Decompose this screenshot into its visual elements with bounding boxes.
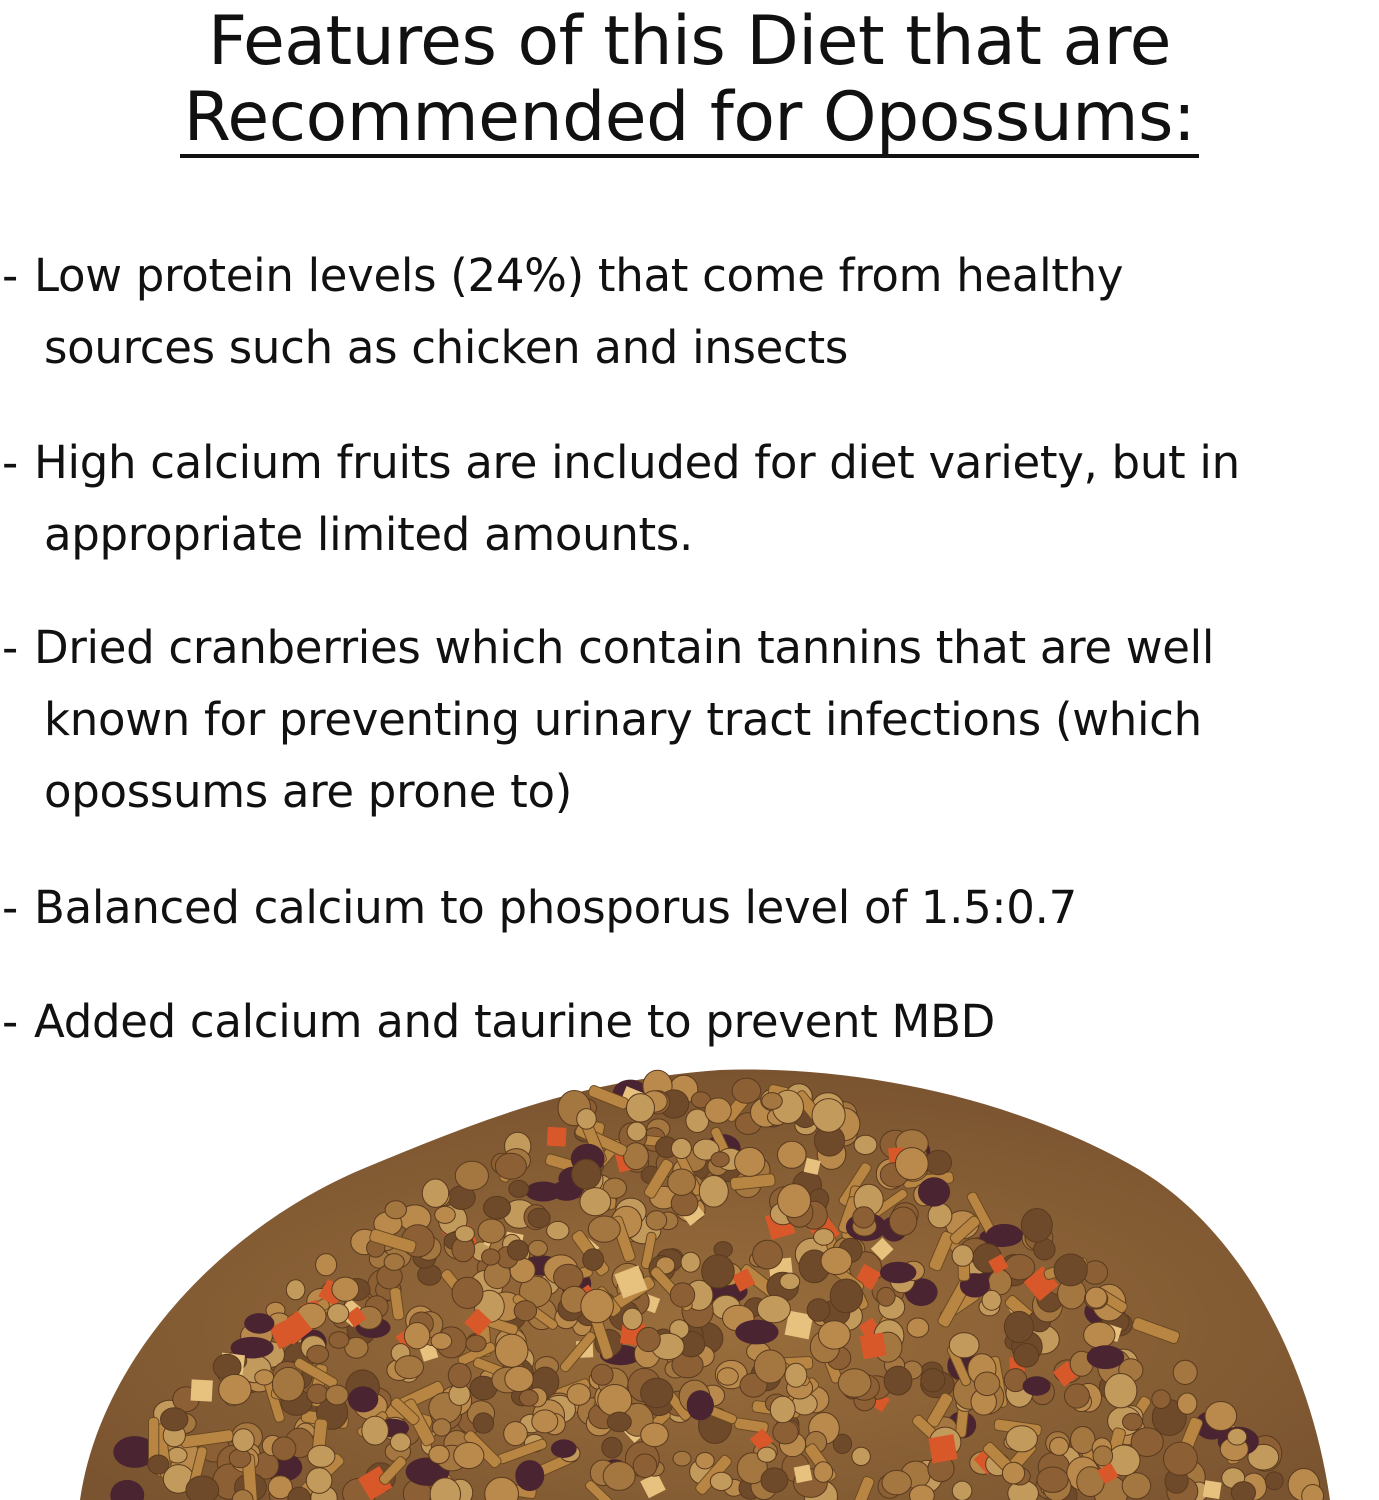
pellet <box>770 1396 795 1422</box>
feature-item-cranberries <box>0 612 1379 828</box>
feature-line: appropriate limited amounts. <box>44 508 694 561</box>
pellet <box>307 1384 328 1403</box>
pellet <box>1122 1473 1150 1499</box>
pellet <box>778 1141 807 1168</box>
pellet <box>854 1135 877 1154</box>
pellet <box>711 1152 729 1167</box>
cranberry <box>735 1320 778 1345</box>
pellet <box>732 1078 761 1103</box>
pellet <box>785 1363 807 1387</box>
pellet <box>454 1442 484 1468</box>
pellet <box>1004 1311 1033 1342</box>
food-mix-photo <box>60 1060 1360 1500</box>
pellet <box>495 1334 528 1367</box>
fruit-piece <box>1203 1480 1222 1499</box>
pellet <box>1085 1287 1107 1308</box>
feature-dash: - <box>2 995 18 1048</box>
pellet <box>705 1098 731 1123</box>
pellet <box>1104 1374 1137 1408</box>
pellet <box>1002 1462 1024 1484</box>
pellet <box>641 1378 673 1408</box>
pellet <box>974 1372 999 1396</box>
cranberry <box>1087 1345 1125 1369</box>
pellet <box>448 1363 471 1387</box>
pellet <box>567 1384 590 1406</box>
fruit-piece <box>794 1464 813 1483</box>
pellet <box>668 1169 696 1195</box>
pellet <box>455 1226 474 1242</box>
fruit-piece <box>547 1127 567 1147</box>
pellet <box>735 1147 765 1176</box>
feature-line: known for preventing urinary tract infections (which <box>44 693 1202 746</box>
pellet <box>1265 1472 1283 1490</box>
pellet <box>699 1176 728 1208</box>
pellet <box>504 1422 528 1446</box>
pellet <box>1021 1209 1052 1243</box>
pellet <box>641 1423 669 1447</box>
pellet <box>821 1247 852 1274</box>
pellet <box>778 1184 811 1218</box>
pellet <box>528 1208 550 1228</box>
pellet <box>710 1472 732 1490</box>
pellet <box>362 1416 389 1445</box>
pellet <box>286 1280 305 1300</box>
pellet <box>326 1385 348 1405</box>
pellet <box>432 1419 450 1436</box>
pellet <box>509 1180 529 1197</box>
cranberry <box>348 1386 378 1412</box>
fruit-piece <box>928 1434 957 1463</box>
pellet <box>1071 1427 1096 1454</box>
pellet <box>431 1333 452 1350</box>
pellet <box>949 1333 979 1358</box>
cranberry <box>515 1460 544 1491</box>
pellet <box>272 1367 304 1401</box>
feature-line: sources such as chicken and insects <box>44 321 848 374</box>
pellet <box>780 1273 800 1290</box>
pellet <box>528 1240 547 1256</box>
pellet <box>819 1321 851 1349</box>
feature-dash: - <box>2 249 18 302</box>
pellet <box>1178 1393 1197 1414</box>
pellet <box>889 1207 916 1235</box>
pellet <box>1152 1390 1171 1409</box>
cranberry <box>687 1390 714 1420</box>
pellet <box>429 1445 449 1463</box>
pellet <box>1231 1482 1255 1500</box>
pellet <box>308 1445 335 1467</box>
pellet <box>435 1206 456 1223</box>
cranberry <box>986 1224 1023 1247</box>
pellet <box>753 1240 783 1269</box>
pellet <box>508 1240 529 1260</box>
pellet <box>681 1252 700 1272</box>
feature-line: opossums are prone to) <box>44 765 572 818</box>
pellet <box>925 1150 951 1174</box>
pellet <box>1084 1322 1115 1348</box>
cranberry <box>918 1177 950 1206</box>
pellet <box>952 1245 973 1266</box>
pellet <box>627 1094 655 1122</box>
feature-item-protein <box>0 240 1379 384</box>
pellet <box>219 1374 251 1404</box>
pellet <box>519 1390 538 1406</box>
pellet <box>385 1201 406 1219</box>
pellet <box>233 1429 255 1452</box>
pellet <box>329 1332 349 1349</box>
cranberry <box>244 1313 274 1334</box>
cranberry <box>551 1439 577 1458</box>
feature-line: Dried cranberries which contain tannins that are well <box>34 621 1215 674</box>
pellet <box>773 1421 798 1444</box>
pellet <box>762 1093 783 1110</box>
pellet <box>758 1447 777 1462</box>
pellet <box>588 1216 620 1242</box>
pellet <box>532 1410 558 1433</box>
pellet <box>602 1437 622 1458</box>
pellet <box>671 1138 691 1158</box>
pellet <box>877 1287 895 1306</box>
pellet <box>581 1289 614 1323</box>
pellet <box>482 1249 500 1265</box>
pellet <box>1037 1467 1068 1492</box>
pellet <box>316 1254 337 1276</box>
pellet <box>637 1327 661 1351</box>
cranberry <box>1023 1376 1051 1396</box>
pellet <box>884 1366 912 1395</box>
pellet <box>1205 1402 1237 1431</box>
pellet <box>814 1462 833 1483</box>
feature-item-calcium-fruits <box>0 427 1379 571</box>
pellet <box>272 1437 296 1461</box>
pellet <box>1054 1254 1087 1286</box>
pellet <box>1164 1442 1198 1475</box>
pellet <box>812 1099 845 1133</box>
pellet <box>148 1455 169 1474</box>
pellet <box>633 1454 657 1478</box>
feature-line: High calcium fruits are included for diet variety, but in <box>34 436 1240 489</box>
pellet <box>572 1159 601 1189</box>
pellet <box>696 1453 714 1469</box>
cranberry <box>880 1262 916 1284</box>
pellet <box>807 1299 830 1322</box>
pellet <box>670 1283 694 1307</box>
pellet <box>761 1468 788 1493</box>
headline <box>0 4 1379 158</box>
pellet <box>598 1385 632 1416</box>
pellet <box>754 1350 786 1383</box>
pellet <box>455 1161 488 1190</box>
pellet <box>717 1368 738 1385</box>
pellet <box>186 1476 219 1500</box>
pellet <box>473 1413 493 1433</box>
feature-line: Low protein levels (24%) that come from healthy <box>34 249 1124 302</box>
pellet <box>591 1364 613 1385</box>
pellet <box>580 1188 611 1216</box>
feature-line: Balanced calcium to phosporus level of 1.5:0.7 <box>34 881 1077 934</box>
pellet <box>757 1295 790 1322</box>
pellet <box>830 1279 862 1313</box>
pellet <box>422 1179 448 1207</box>
pellet <box>952 1481 972 1500</box>
feature-dash: - <box>2 621 18 674</box>
pellet <box>577 1109 597 1130</box>
pellet <box>328 1304 349 1324</box>
pellet <box>1173 1360 1197 1384</box>
feature-item-taurine <box>0 986 1379 1058</box>
pellet <box>161 1408 188 1431</box>
pellet <box>306 1468 332 1494</box>
pellet <box>1006 1426 1037 1452</box>
pellet <box>907 1318 929 1337</box>
pellet <box>895 1148 928 1180</box>
pellet <box>1014 1344 1039 1368</box>
pellet <box>404 1323 429 1349</box>
feature-dash: - <box>2 436 18 489</box>
pellet <box>1065 1384 1090 1408</box>
pellet <box>255 1370 274 1385</box>
pellet <box>395 1356 424 1379</box>
fruit-piece <box>191 1379 213 1401</box>
pellet <box>607 1412 631 1432</box>
pellet <box>478 1219 505 1243</box>
pellet <box>814 1229 834 1246</box>
pellet <box>1123 1413 1143 1430</box>
headline-line-1: Features of this Diet that are <box>208 2 1171 81</box>
pellet <box>853 1207 875 1228</box>
pellet <box>466 1335 486 1352</box>
pellet <box>882 1470 911 1494</box>
pellet <box>514 1301 536 1321</box>
pellet <box>583 1249 604 1271</box>
pellet <box>627 1122 646 1141</box>
feature-line: Added calcium and taurine to prevent MBD <box>34 995 995 1048</box>
pellet <box>495 1153 526 1179</box>
pellet <box>229 1449 251 1468</box>
pellet <box>505 1366 533 1391</box>
pellet <box>452 1277 483 1308</box>
pellet <box>622 1308 642 1330</box>
pellet <box>673 1451 691 1466</box>
pellet <box>168 1447 187 1463</box>
pellet <box>1228 1428 1247 1445</box>
pellet <box>1050 1437 1069 1455</box>
pellet <box>1093 1446 1113 1466</box>
feature-item-ca-p-ratio <box>0 872 1379 944</box>
pellet <box>646 1211 667 1230</box>
pellet <box>484 1196 511 1219</box>
pellet <box>390 1433 410 1451</box>
pellet <box>332 1277 359 1301</box>
pellet <box>702 1255 735 1288</box>
pellet <box>852 1447 871 1465</box>
pellet <box>384 1254 404 1271</box>
pellet <box>307 1345 329 1363</box>
fruit-piece <box>860 1332 887 1359</box>
pellet <box>603 1462 635 1491</box>
feature-dash: - <box>2 881 18 934</box>
pellet <box>838 1369 871 1398</box>
headline-line-2: Recommended for Opossums: <box>180 82 1200 158</box>
pellet <box>921 1369 945 1392</box>
pellet <box>547 1221 569 1239</box>
pellet <box>624 1143 649 1170</box>
pellet <box>928 1203 952 1228</box>
